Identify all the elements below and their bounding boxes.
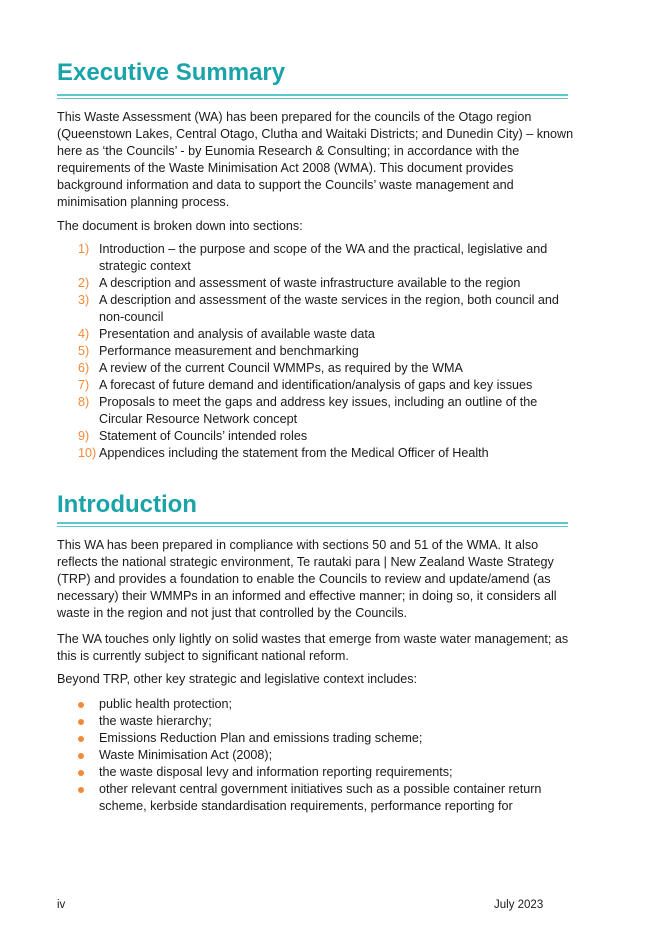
exec-summary-paragraph-1: This Waste Assessment (WA) has been prepared for the councils of the Otago region (Queenstown Lakes, Central Otago, Clutha and Waitaki Districts; and Dunedin City) – known here as ‘the Councils’ - by Eunomia Research & Consulting; in accordance with the requirements of the Waste Minimisation Act 2008 (WMA). This document provides background information and data to support the Councils’ waste management and minimisation planning process. <box>57 110 574 209</box>
list-item <box>78 781 568 815</box>
bullet-icon <box>78 787 84 793</box>
list-item-text: the waste disposal levy and information reporting requirements; <box>99 765 453 779</box>
list-item-text: Appendices including the statement from the Medical Officer of Health <box>99 446 489 460</box>
list-item-text: Proposals to meet the gaps and address key issues, including an outline of the Circular Resource Network concept <box>99 395 538 426</box>
list-item <box>78 377 568 394</box>
list-item-text: Performance measurement and benchmarking <box>99 344 359 358</box>
bullet-icon <box>78 719 84 725</box>
intro-paragraph-3: Beyond TRP, other key strategic and legislative context includes: <box>57 672 418 686</box>
list-item <box>78 445 568 462</box>
list-item-text: public health protection; <box>99 697 233 711</box>
bullet-icon <box>78 770 84 776</box>
list-item <box>78 747 568 764</box>
list-item <box>78 730 568 747</box>
list-item-text: other relevant central government initiatives such as a possible container return scheme, kerbside standardisation requirements, performance reporting for <box>99 782 542 813</box>
footer-date: July 2023 <box>494 899 544 911</box>
list-item-text: A description and assessment of waste infrastructure available to the region <box>99 276 521 290</box>
list-item-text: A description and assessment of the waste services in the region, both council and non-council <box>99 293 559 324</box>
list-item-text: the waste hierarchy; <box>99 714 212 728</box>
list-item <box>78 275 568 292</box>
list-item <box>78 394 568 428</box>
bullet-icon <box>78 753 84 759</box>
list-number: 9) <box>78 429 90 443</box>
heading-executive-summary: Executive Summary <box>57 59 286 86</box>
list-item-text: Emissions Reduction Plan and emissions trading scheme; <box>99 731 423 745</box>
list-item <box>78 292 568 326</box>
sections-list <box>78 241 568 462</box>
list-number: 8) <box>78 395 90 409</box>
exec-summary-paragraph-2: The document is broken down into sections: <box>57 219 303 233</box>
list-item <box>78 696 568 713</box>
context-bullet-list <box>78 696 568 815</box>
list-item <box>78 428 568 445</box>
list-item <box>78 713 568 730</box>
list-number: 6) <box>78 361 90 375</box>
heading-rule <box>57 94 568 99</box>
list-number: 4) <box>78 327 90 341</box>
bullet-icon <box>78 702 84 708</box>
list-item-text: A review of the current Council WMMPs, as required by the WMA <box>99 361 463 375</box>
list-item-text: Waste Minimisation Act (2008); <box>99 748 273 762</box>
list-number: 2) <box>78 276 90 290</box>
list-item <box>78 764 568 781</box>
list-item <box>78 360 568 377</box>
list-item <box>78 241 568 275</box>
list-item <box>78 326 568 343</box>
list-number: 5) <box>78 344 90 358</box>
list-number: 3) <box>78 293 90 307</box>
heading-rule <box>57 522 568 527</box>
list-item-text: A forecast of future demand and identification/analysis of gaps and key issues <box>99 378 533 392</box>
list-item-text: Presentation and analysis of available waste data <box>99 327 375 341</box>
intro-paragraph-2: The WA touches only lightly on solid wastes that emerge from waste water management; as this is currently subject to significant national reform. <box>57 632 569 663</box>
list-number: 1) <box>78 242 90 256</box>
list-item-text: Statement of Councils’ intended roles <box>99 429 308 443</box>
list-item-text: Introduction – the purpose and scope of the WA and the practical, legislative and strategic context <box>99 242 548 273</box>
list-number: 7) <box>78 378 90 392</box>
list-number: 10) <box>78 446 97 460</box>
page-number: iv <box>57 899 66 911</box>
intro-paragraph-1: This WA has been prepared in compliance with sections 50 and 51 of the WMA. It also reflects the national strategic environment, Te rautaki para | New Zealand Waste Strategy (TRP) and provides a foundation to enable the Councils to review and update/amend (as necessary) their WMMPs in an informed and effective manner; in doing so, it considers all waste in the region and not just that controlled by the Councils. <box>57 538 557 620</box>
heading-introduction: Introduction <box>57 491 197 518</box>
list-item <box>78 343 568 360</box>
bullet-icon <box>78 736 84 742</box>
